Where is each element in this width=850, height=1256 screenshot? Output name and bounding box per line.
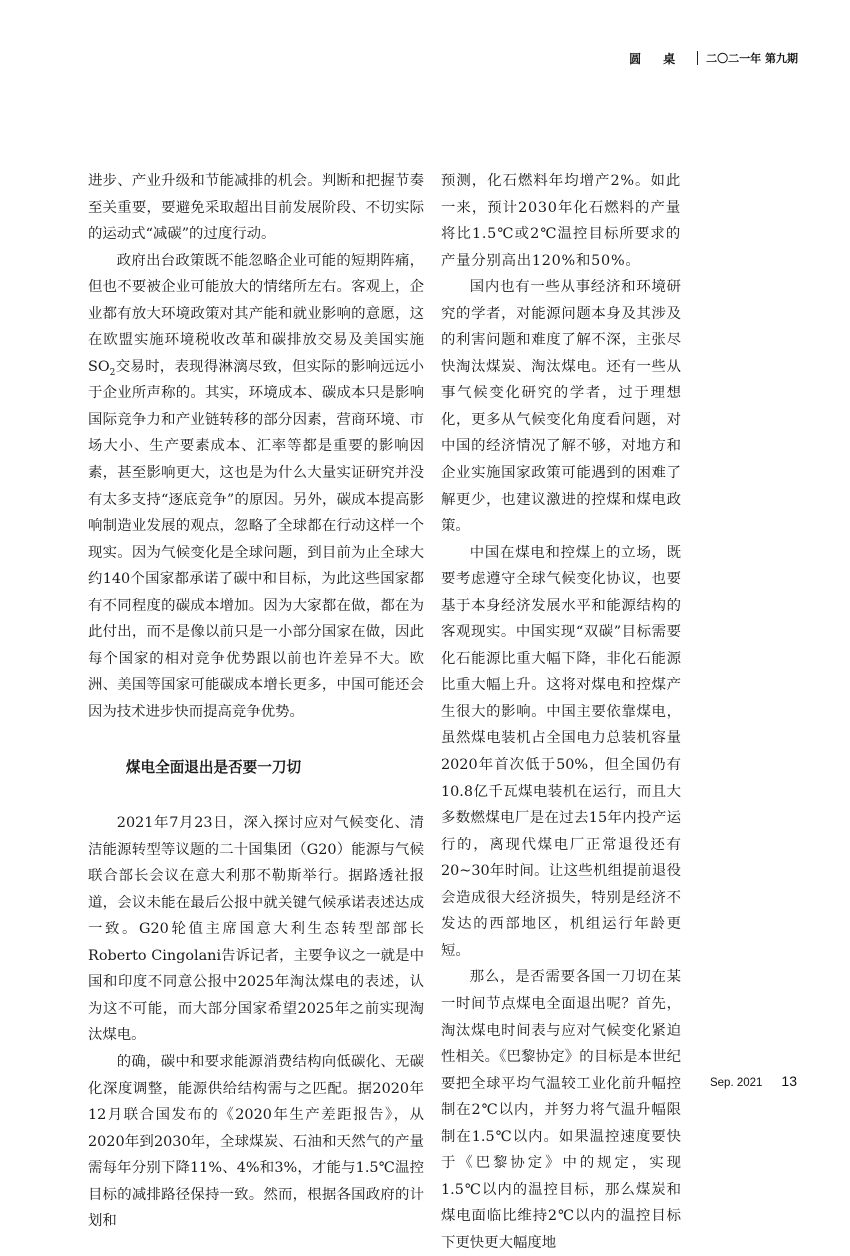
paragraph: 的确，碳中和要求能源消费结构向低碳化、无碳化深度调整，能源供给结构需与之匹配。据2020年12月联合国发布的《2020年生产差距报告》，从2020年到2030年，全球煤炭、石油和天然气的产量需每年分别下降11%、4%和3%，才能与1.5℃温控目标的减排路径保持一致。然而，根据各国政府的计划和 [88, 1053, 424, 1230]
page-footer [710, 1073, 797, 1089]
paragraph-text: 政府出台政策既不能忽略企业可能的短期阵痛，但也不要被企业可能放大的情绪所左右。客观上，企业都有放大环境政策对其产能和就业影响的意愿，这在欧盟实施环境税收改革和碳排放交易及美国实施SO [88, 252, 424, 375]
paragraph: 那么，是否需要各国一刀切在某一时间节点煤电全面退出呢？首先，淘汰煤电时间表与应对气候变化紧迫性相关。《巴黎协定》的目标是本世纪要把全球平均气温较工业化前升幅控制在2℃以内，并努力将气温升幅限制在1.5℃以内。如果温控速度要快于《巴黎协定》中的规定，实现1.5℃以内的温控目标，那么煤炭和煤电面临比维持2℃以内的温控目标下更快更大幅度地 [441, 969, 681, 1251]
paragraph: 2021年7月23日，深入探讨应对气候变化、清洁能源转型等议题的二十国集团（G20）能源与气候联合部长会议在意大利那不勒斯举行。据路透社报道，会议未能在最后公报中就关键气候承诺表述达成一致。G20轮值主席国意大利生态转型部部长Roberto Cingolani告诉记者，主要争议之一就是中国和印度不同意公报中2025年淘汰煤电的表述，认为这不可能，而大部分国家希望2025年之前实现淘汰煤电。 [88, 815, 424, 1044]
issue-label: 二〇二一年 第九期 [706, 52, 798, 65]
page-number: 13 [781, 1073, 797, 1089]
subscript: 2 [109, 367, 116, 378]
paragraph: 进步、产业升级和节能减排的机会。判断和把握节奏至关重要，要避免采取超出目前发展阶段、不切实际的运动式“减碳”的过度行动。 [88, 173, 424, 243]
left-column [88, 168, 424, 1235]
magazine-name: 圆桌 [629, 51, 698, 66]
right-column [441, 168, 681, 1256]
issue-date: Sep. 2021 [709, 1077, 763, 1089]
paragraph: 预测，化石燃料年均增产2%。如此一来，预计2030年化石燃料的产量将比1.5℃或2℃温控目标所要求的产量分别高出120%和50%。 [441, 173, 681, 269]
paragraph: 国内也有一些从事经济和环境研究的学者，对能源问题本身及其涉及的利害问题和难度了解不深，主张尽快淘汰煤炭、淘汰煤电。还有一些从事气候变化研究的学者，过于理想化，更多从气候变化角度看问题，对中国的经济情况了解不够，对地方和企业实施国家政策可能遇到的困难了解更少，也建议激进的控煤和煤电政策。 [441, 279, 681, 535]
paragraph-text: 交易时，表现得淋漓尽致，但实际的影响远远小于企业所声称的。其实，环境成本、碳成本只是影响国际竞争力和产业链转移的部分因素，营商环境、市场大小、生产要素成本、汇率等都是重要的影响因素，甚至影响更大，这也是为什么大量实证研究并没有太多支持“逐底竞争”的原因。另外，碳成本提高影响制造业发展的观点，忽略了全球都在行动这样一个现实。因为气候变化是全球问题，到目前为止全球大约140个国家都承诺了碳中和目标，为此这些国家都有不同程度的碳成本增加。因为大家都在做，都在为此付出，而不是像以前只是一小部分国家在做，因此每个国家的相对竞争优势跟以前也许差异不大。欧洲、美国等国家可能碳成本增长更多，中国可能还会因为技术进步快而提高竞争优势。 [88, 358, 424, 720]
section-heading: 煤电全面退出是否要一刀切 [125, 759, 302, 777]
header-divider [697, 51, 698, 65]
running-header [629, 49, 798, 67]
paragraph: 中国在煤电和控煤上的立场，既要考虑遵守全球气候变化协议，也要基于本身经济发展水平和能源结构的客观现实。中国实现“双碳”目标需要化石能源比重大幅下降，非化石能源比重大幅上升。这将对煤电和控煤产生很大的影响。中国主要依靠煤电，虽然煤电装机占全国电力总装机容量2020年首次低于50%，但全国仍有10.8亿千瓦煤电装机在运行，而且大多数燃煤电厂是在过去15年内投产运行的，离现代煤电厂正常退役还有20~30年时间。让这些机组提前退役会造成很大经济损失，特别是经济不发达的西部地区，机组运行年龄更短。 [441, 544, 681, 959]
paragraph [88, 248, 424, 726]
